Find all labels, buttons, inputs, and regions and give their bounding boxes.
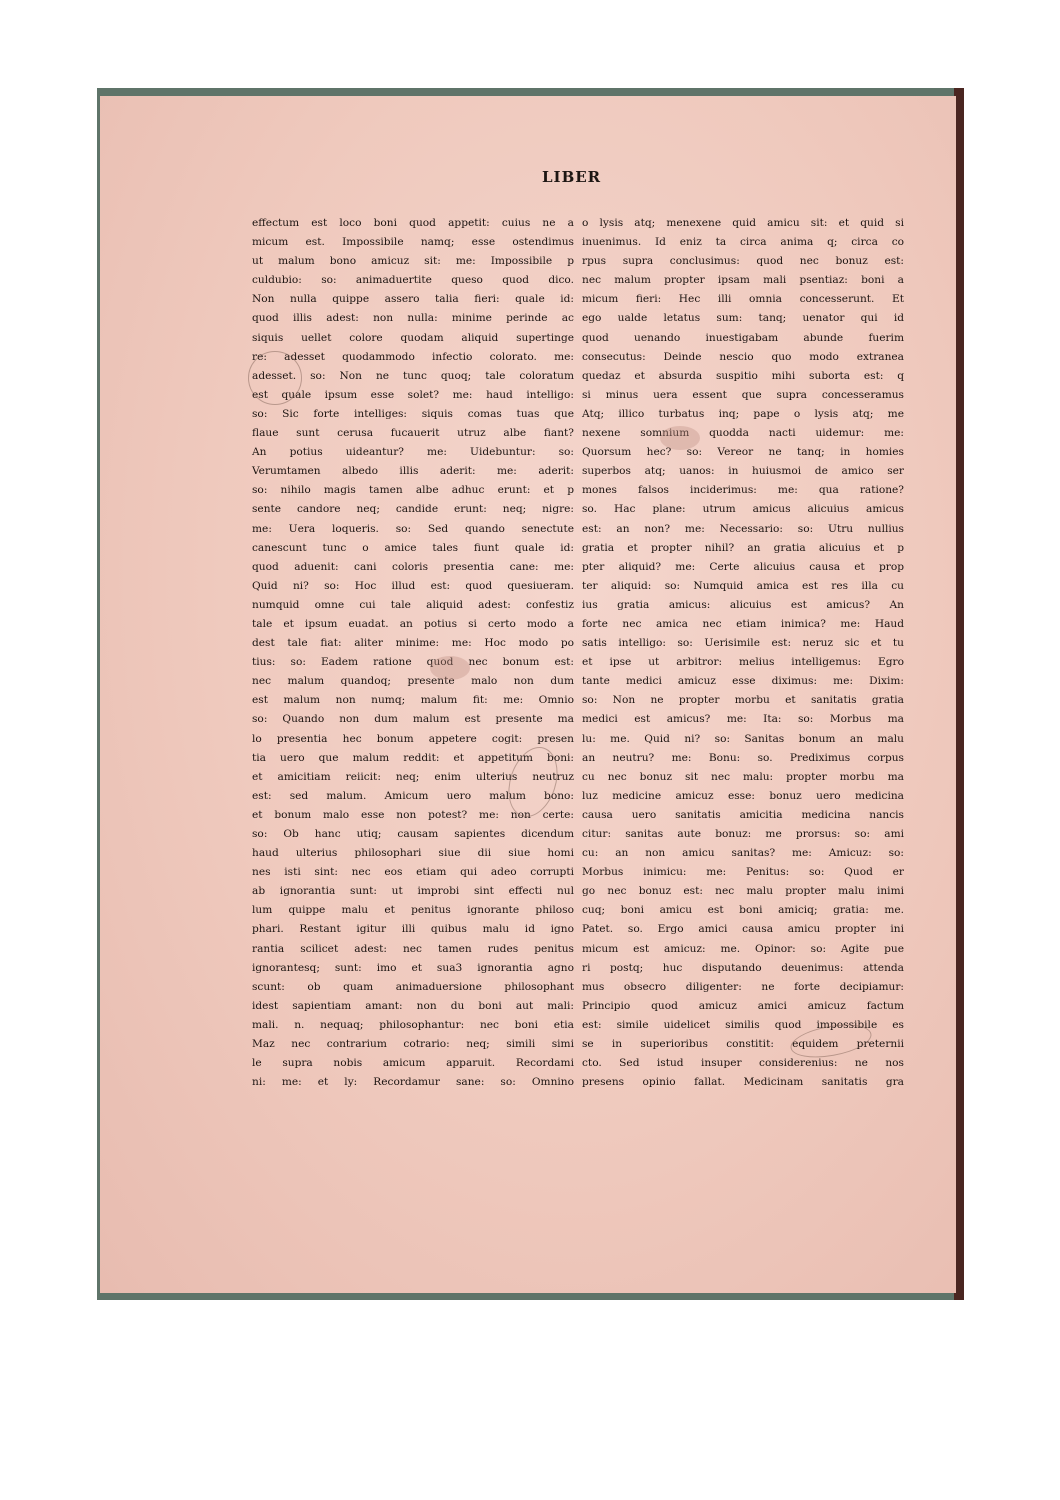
- text-line: ego ualde letatus sum: tanq; uenator qui id: [582, 312, 904, 325]
- text-line: quod uenando inuestigabam abunde fuerim: [582, 331, 904, 344]
- text-line: micum est. Impossibile namq; esse ostendimus: [252, 236, 574, 249]
- text-line: haud ulterius philosophari siue dii siue homi: [252, 847, 574, 860]
- text-line: si minus uera essent que supra concesseramus: [582, 388, 904, 401]
- text-line: nexene somnium quodda nacti uidemur: me:: [582, 427, 904, 440]
- text-line: nec malum quandoq; presente malo non dum: [252, 675, 574, 688]
- book-page: [100, 96, 956, 1293]
- text-line: so. Hac plane: utrum amicus alicuius amicus: [582, 503, 904, 516]
- text-line: medici est amicus? me: Ita: so: Morbus ma: [582, 713, 904, 726]
- text-line: ignorantesq; sunt: imo et sua3 ignorantia agno: [252, 961, 574, 974]
- text-line: pter aliquid? me: Certe alicuius causa et prop: [582, 560, 904, 573]
- text-line: nes isti sint: nec eos etiam qui adeo corrupti: [252, 866, 574, 879]
- text-line: cu nec bonuz sit nec malu: propter morbu ma: [582, 770, 904, 783]
- text-line: Principio quod amicuz amici amicuz factum: [582, 999, 904, 1012]
- text-line: nec malum propter ipsam mali psentiaz: boni a: [582, 274, 904, 287]
- text-line: quod illis adest: non nulla: minime perinde ac: [252, 312, 574, 325]
- text-line: et bonum malo esse non potest? me: non certe:: [252, 808, 574, 821]
- text-line: rpus supra conclusimus: quod nec bonuz est:: [582, 255, 904, 268]
- text-line: quod aduenit: cani coloris presentia cane: me:: [252, 560, 574, 573]
- text-line: forte nec amica nec etiam inimica? me: Haud: [582, 617, 904, 630]
- text-line: idest sapientiam amant: non du boni aut mali:: [252, 999, 574, 1012]
- text-line: Verumtamen albedo illis aderit: me: aderit:: [252, 465, 574, 478]
- text-line: flaue sunt cerusa fucauerit utruz albe fiant?: [252, 427, 574, 440]
- text-line: scunt: ob quam animaduersione philosophant: [252, 980, 574, 993]
- text-line: est: an non? me: Necessario: so: Utru nullius: [582, 522, 904, 535]
- text-line: ni: me: et ly: Recordamur sane: so: Omnino: [252, 1076, 574, 1089]
- text-line: lo presentia hec bonum appetere cogit: presen: [252, 732, 574, 745]
- text-line: est malum non numq; malum fit: me: Omnio: [252, 694, 574, 707]
- text-line: se in superioribus constitit: equidem preternii: [582, 1038, 904, 1051]
- text-line: so: Sic forte intelliges: siquis comas tuas que: [252, 407, 574, 420]
- text-line: ter aliquid: so: Numquid amica est res illa cu: [582, 579, 904, 592]
- text-line: est: simile uidelicet similis quod impossibile es: [582, 1018, 904, 1031]
- text-line: An potius uideantur? me: Uidebuntur: so:: [252, 446, 574, 459]
- text-line: so: nihilo magis tamen albe adhuc erunt: et p: [252, 484, 574, 497]
- text-line: mones falsos inciderimus: me: qua ratione?: [582, 484, 904, 497]
- text-line: inuenimus. Id eniz ta circa anima q; circa co: [582, 236, 904, 249]
- text-line: quedaz et absurda suspitio mihi suborta est: q: [582, 369, 904, 382]
- text-line: consecutus: Deinde nescio quo modo extranea: [582, 350, 904, 363]
- text-line: lu: me. Quid ni? so: Sanitas bonum an malu: [582, 732, 904, 745]
- text-line: micum est amicuz: me. Opinor: so: Agite pue: [582, 942, 904, 955]
- text-line: dest tale fiat: aliter minime: me: Hoc modo po: [252, 637, 574, 650]
- text-line: luz medicine amicuz esse: bonuz uero medicina: [582, 789, 904, 802]
- text-line: citur: sanitas aute bonuz: me prorsus: so: ami: [582, 828, 904, 840]
- text-line: re: adesset quodammodo infectio colorato. me:: [252, 350, 574, 363]
- paper-stain: [660, 426, 700, 450]
- text-line: so: Non ne propter morbu et sanitatis gratia: [582, 694, 904, 707]
- text-line: cto. Sed istud insuper considerenius: ne nos: [582, 1057, 904, 1070]
- text-line: tante medici amicuz esse diximus: me: Dixim:: [582, 675, 904, 688]
- scanned-page-photo: [97, 88, 964, 1300]
- text-line: me: Uera loqueris. so: Sed quando senectute: [252, 522, 574, 535]
- text-line: adesset. so: Non ne tunc quoq; tale coloratum: [252, 369, 574, 382]
- text-line: tius: so: Eadem ratione quod nec bonum est:: [252, 656, 574, 669]
- text-line: Atq; illico turbatus inq; pape o lysis atq; me: [582, 407, 904, 420]
- text-line: tia uero que malum reddit: et appetitum boni:: [252, 751, 574, 764]
- text-column-right: [582, 214, 904, 1092]
- text-line: ab ignorantia sunt: ut improbi sint effecti nul: [252, 885, 574, 898]
- text-line: Morbus inimicu: me: Penitus: so: Quod er: [582, 866, 904, 879]
- text-line: satis intelligo: so: Uerisimile est: neruz sic et tu: [582, 637, 904, 650]
- text-line: est quale ipsum esse solet? me: haud intelligo:: [252, 388, 574, 401]
- text-line: Quid ni? so: Hoc illud est: quod quesiueram.: [252, 579, 574, 592]
- text-line: siquis uellet colore quodam aliquid supertinge: [252, 331, 574, 344]
- text-line: effectum est loco boni quod appetit: cuius ne a: [252, 217, 574, 229]
- text-line: lum quippe malu et penitus ignorante philoso: [252, 904, 574, 917]
- text-line: le supra nobis amicum apparuit. Recordami: [252, 1057, 574, 1070]
- text-line: ius gratia amicus: alicuius est amicus? An: [582, 598, 904, 611]
- text-line: cuq; boni amicu est boni amiciq; gratia: me.: [582, 904, 904, 917]
- text-line: so: Ob hanc utiq; causam sapientes dicendum: [252, 828, 574, 840]
- text-line: tale et ipsum euadat. an potius si certo modo a: [252, 617, 574, 630]
- text-line: mus obsecro diligenter: ne forte decipiamur:: [582, 980, 904, 993]
- text-line: ut malum bono amicuz sit: me: Impossibile p: [252, 255, 574, 268]
- text-line: mali. n. nequaq; philosophantur: nec boni etia: [252, 1018, 574, 1031]
- text-line: presens opinio fallat. Medicinam sanitatis gra: [582, 1076, 904, 1089]
- text-line: Quorsum hec? so: Vereor ne tanq; in homies: [582, 446, 904, 459]
- text-line: gratia et propter nihil? an gratia alicuius et p: [582, 541, 904, 554]
- text-line: numquid omne cui tale aliquid adest: confestiz: [252, 598, 574, 611]
- text-line: so: Quando non dum malum est presente ma: [252, 713, 574, 726]
- text-line: ri postq; huc disputando deuenimus: attenda: [582, 961, 904, 974]
- text-line: superbos atq; uanos: in huiusmoi de amico ser: [582, 465, 904, 478]
- text-line: Patet. so. Ergo amici causa amicu propter ini: [582, 923, 904, 936]
- text-column-left: [252, 214, 574, 1092]
- text-line: est: sed malum. Amicum uero malum bono:: [252, 789, 574, 802]
- text-line: Maz nec contrarium cotrario: neq; simili simi: [252, 1038, 574, 1051]
- running-head: LIBER: [542, 168, 602, 186]
- text-line: cu: an non amicu sanitas? me: Amicuz: so:: [582, 847, 904, 860]
- text-line: phari. Restant igitur illi quibus malu id igno: [252, 923, 574, 936]
- library-stamp-mark: [248, 351, 302, 405]
- text-line: o lysis atq; menexene quid amicu sit: et quid si: [582, 217, 904, 229]
- text-line: et ipse ut arbitror: melius intelligemus: Egro: [582, 656, 904, 669]
- paper-stain: [430, 656, 470, 680]
- text-line: canescunt tunc o amice tales fiunt quale id:: [252, 541, 574, 554]
- text-line: et amicitiam reiicit: neq; enim ulterius neutruz: [252, 770, 574, 783]
- text-line: micum fieri: Hec illi omnia concesserunt. Et: [582, 293, 904, 306]
- text-line: sente candore neq; candide erunt: neq; nigre:: [252, 503, 574, 516]
- text-line: culdubio: so: animaduertite queso quod dico.: [252, 274, 574, 287]
- text-line: causa uero sanitatis amicitia medicina nancis: [582, 808, 904, 821]
- text-line: an neutru? me: Bonu: so. Prediximus corpus: [582, 751, 904, 764]
- text-line: rantia scilicet adest: nec tamen rudes penitus: [252, 942, 574, 955]
- text-line: Non nulla quippe assero talia fieri: quale id:: [252, 293, 574, 306]
- text-line: go nec bonuz est: nec malu propter malu inimi: [582, 885, 904, 898]
